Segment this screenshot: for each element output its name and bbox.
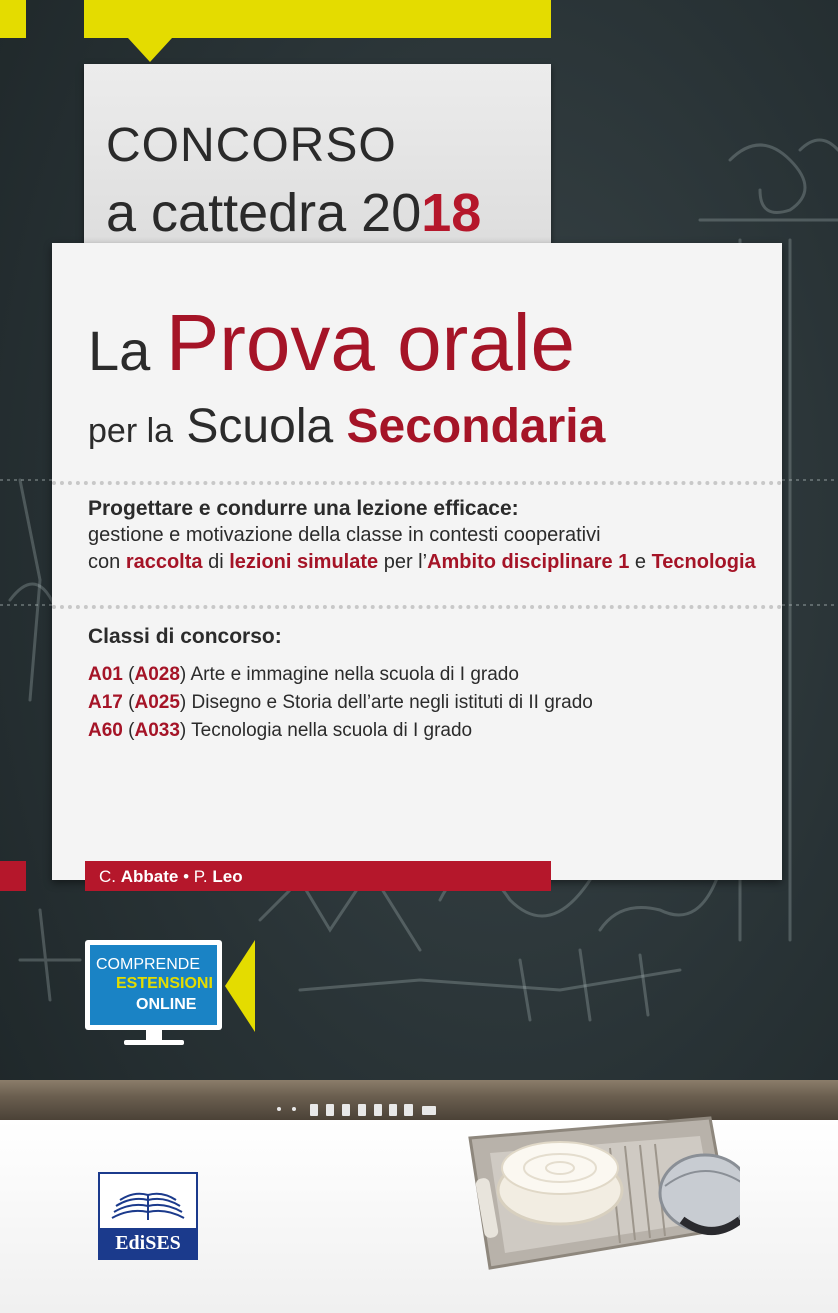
description-line: con raccolta di lezioni simulate per l’Ambito disciplinare 1 e Tecnologia (88, 551, 756, 573)
list-item: A01 (A028) Arte e immagine nella scuola di I grado (88, 664, 519, 685)
publisher-name: EdiSES (115, 1232, 181, 1254)
list-item: A17 (A025) Disegno e Storia dell’arte negli istituti di II grado (88, 692, 593, 713)
corner-tab (0, 0, 26, 38)
classi-title: Classi di concorso: (88, 625, 282, 648)
publisher-logo (98, 1172, 198, 1260)
badge-pointer-icon (225, 940, 255, 1032)
book-title-highlight: Prova orale (165, 298, 575, 387)
description (88, 495, 778, 576)
list-item: A60 (A033) Tecnologia nella scuola di I grado (88, 720, 473, 741)
monitor-stand-icon (146, 1030, 162, 1040)
series-year: 18 (421, 183, 482, 243)
classi-list (88, 661, 593, 745)
top-tab (84, 0, 551, 38)
series-title: CONCORSO (106, 119, 397, 172)
authors: C. Abbate • P. Leo (99, 867, 243, 886)
book-subtitle-highlight: Secondaria (346, 400, 606, 453)
series-label (84, 64, 551, 262)
description-lead: Progettare e condurre una lezione efficace: (88, 497, 519, 520)
monitor-base-icon (124, 1040, 184, 1045)
divider (52, 605, 782, 609)
series-subtitle: a cattedra 2018 (106, 183, 482, 243)
author-bar-edge (0, 861, 26, 891)
description-line: gestione e motivazione della classe in contesti cooperativi (88, 524, 601, 546)
book-subtitle: per la Scuola Secondaria (88, 400, 606, 453)
main-panel (52, 243, 782, 880)
eraser-tray-image (460, 1108, 740, 1278)
online-badge: COMPRENDE ESTENSIONI ONLINE (90, 945, 217, 1025)
book-title: La Prova orale (88, 298, 575, 387)
author-bar (85, 861, 551, 891)
monitor-icon (85, 940, 222, 1030)
top-tab-pointer (128, 38, 172, 62)
divider (52, 481, 782, 485)
book-stack-icon (100, 1174, 196, 1228)
